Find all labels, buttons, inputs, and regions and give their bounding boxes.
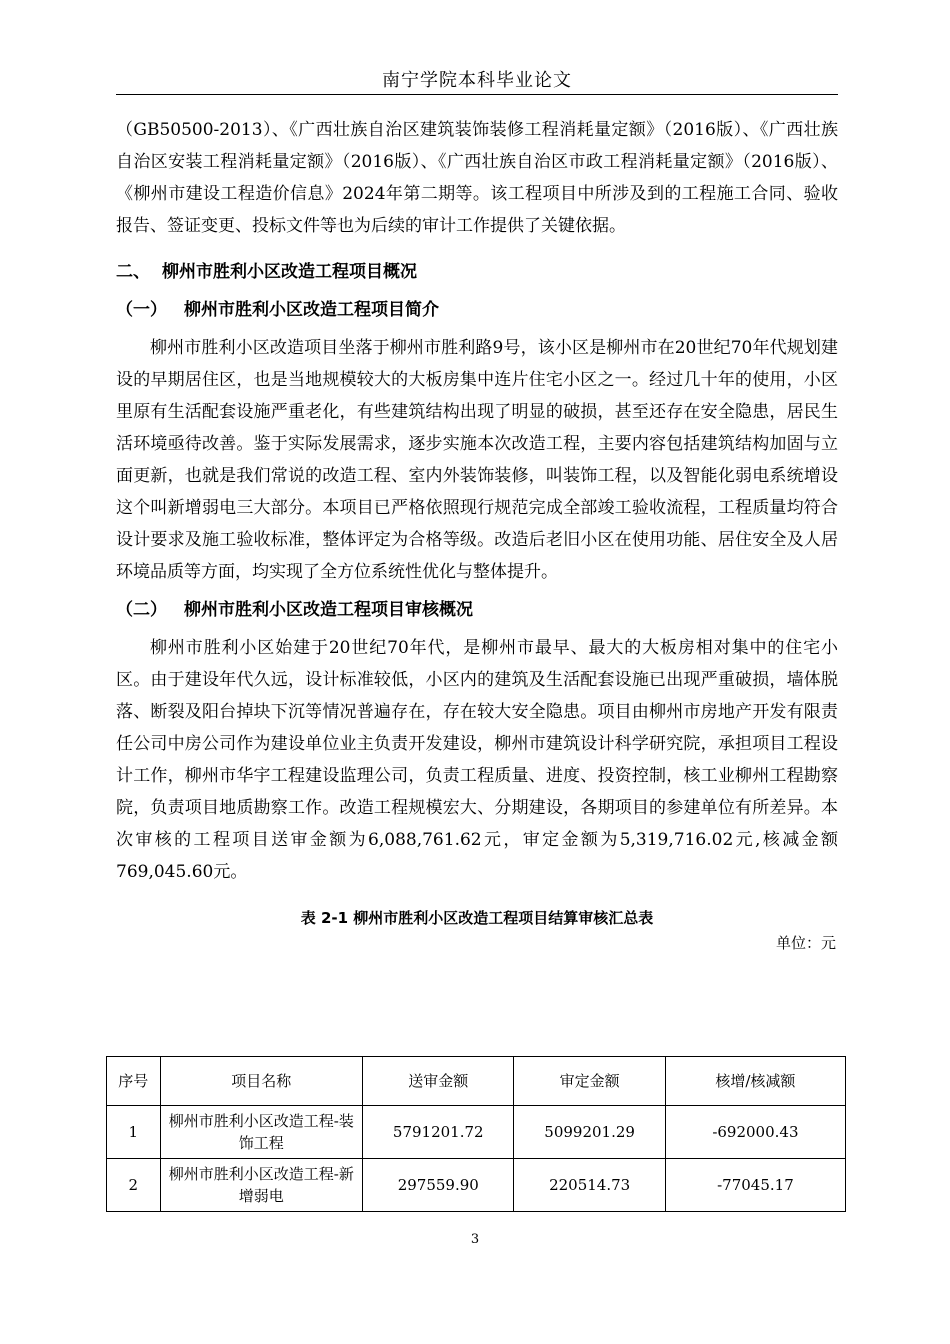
table-header-row <box>107 1057 846 1106</box>
table-cell: -77045.17 <box>665 1159 845 1212</box>
table-row <box>107 1106 846 1159</box>
column-header: 项目名称 <box>160 1057 363 1106</box>
table-caption: 表 2-1 柳州市胜利小区改造工程项目结算审核汇总表 <box>300 909 654 927</box>
section-number: 二、 <box>116 262 150 282</box>
header-rule <box>116 94 838 95</box>
running-header: 南宁学院本科毕业论文 <box>382 70 572 91</box>
column-header: 送审金额 <box>363 1057 514 1106</box>
table-cell: 220514.73 <box>514 1159 665 1212</box>
paragraph-references: （GB50500-2013）、《广西壮族自治区建筑装饰装修工程消耗量定额》（2016版）、《广西壮族自治区安装工程消耗量定额》（2016版）、《广西壮族自治区市政工程消耗量定额》（2016版）、《柳州市建设工程造价信息》2024年第二期等。该工程项目中所涉及到的工程施工合同、验收报告、签证变更、投标文件等也为后续的审计工作提供了关键依据。 <box>116 120 838 236</box>
table-cell: 2 <box>107 1159 161 1212</box>
column-header: 序号 <box>107 1057 161 1106</box>
subsection-heading-intro <box>116 294 838 326</box>
table-cell: 柳州市胜利小区改造工程-新增弱电 <box>160 1159 363 1212</box>
table-cell: 柳州市胜利小区改造工程-装饰工程 <box>160 1106 363 1159</box>
column-header: 核增/核减额 <box>665 1057 845 1106</box>
table-cell: 5099201.29 <box>514 1106 665 1159</box>
paragraph-audit: 柳州市胜利小区始建于20世纪70年代，是柳州市最早、最大的大板房相对集中的住宅小区。由于建设年代久远，设计标准较低，小区内的建筑及生活配套设施已出现严重破损，墙体脱落、断裂及阳台掉块下沉等情况普遍存在，存在较大安全隐患。项目由柳州市房地产开发有限责任公司中房公司作为建设单位业主负责开发建设，柳州市建筑设计科学研究院，承担项目工程设计工作，柳州市华宇工程建设监理公司，负责工程质量、进度、投资控制，核工业柳州工程勘察院，负责项目地质勘察工作。改造工程规模宏大、分期建设，各期项目的参建单位有所差异。本次审核的工程项目送审金额为6,088,761.62元，审定金额为5,319,716.02元,核减金额769,045.60元。 <box>116 638 838 882</box>
subsection-number: （一） <box>116 300 167 320</box>
subsection-number: （二） <box>116 600 167 620</box>
table-cell: 297559.90 <box>363 1159 514 1212</box>
table-cell: 1 <box>107 1106 161 1159</box>
subsection-title: 柳州市胜利小区改造工程项目审核概况 <box>184 600 473 620</box>
table-cell: 5791201.72 <box>363 1106 514 1159</box>
section-title: 柳州市胜利小区改造工程项目概况 <box>162 262 417 282</box>
table-unit: 单位：元 <box>775 934 836 952</box>
audit-summary-table <box>106 1056 846 1212</box>
subsection-heading-audit <box>116 594 838 626</box>
page-number: 3 <box>470 1232 480 1247</box>
table-row <box>107 1159 846 1212</box>
column-header: 审定金额 <box>514 1057 665 1106</box>
table-cell: -692000.43 <box>665 1106 845 1159</box>
page-body <box>116 114 838 954</box>
subsection-title: 柳州市胜利小区改造工程项目简介 <box>184 300 439 320</box>
section-heading <box>116 256 838 288</box>
paragraph-intro: 柳州市胜利小区改造项目坐落于柳州市胜利路9号，该小区是柳州市在20世纪70年代规划建设的早期居住区，也是当地规模较大的大板房集中连片住宅小区之一。经过几十年的使用，小区里原有生活配套设施严重老化，有些建筑结构出现了明显的破损，甚至还存在安全隐患，居民生活环境亟待改善。鉴于实际发展需求，逐步实施本次改造工程，主要内容包括建筑结构加固与立面更新，也就是我们常说的改造工程、室内外装饰装修，叫装饰工程，以及智能化弱电系统增设这个叫新增弱电三大部分。本项目已严格依照现行规范完成全部竣工验收流程，工程质量均符合设计要求及施工验收标准，整体评定为合格等级。改造后老旧小区在使用功能、居住安全及人居环境品质等方面，均实现了全方位系统性优化与整体提升。 <box>116 338 838 582</box>
